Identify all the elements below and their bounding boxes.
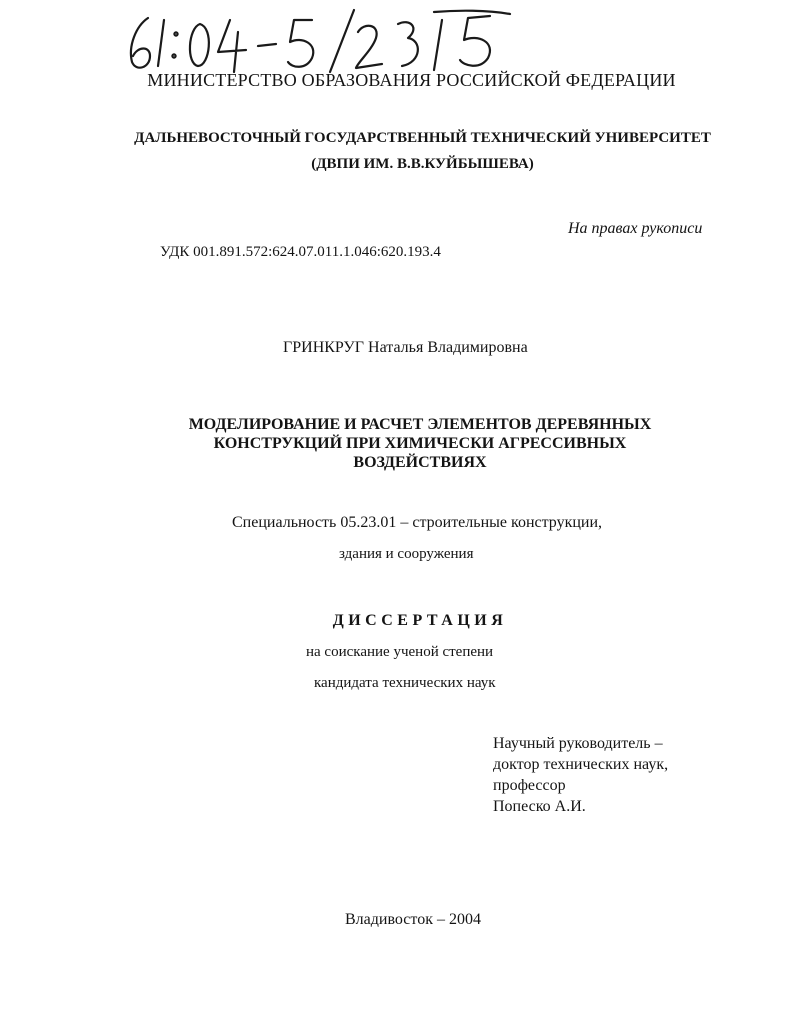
dissertation-heading: ДИССЕРТАЦИЯ — [332, 612, 508, 629]
university-name: ДАЛЬНЕВОСТОЧНЫЙ ГОСУДАРСТВЕННЫЙ ТЕХНИЧЕСКИЙ УНИВЕРСИТЕТ — [134, 130, 711, 146]
title-line: МОДЕЛИРОВАНИЕ И РАСЧЕТ ЭЛЕМЕНТОВ ДЕРЕВЯННЫХ — [188, 416, 652, 433]
title-line: ВОЗДЕЙСТВИЯХ — [353, 454, 487, 471]
degree-line-2: кандидата технических наук — [314, 675, 496, 691]
specialty-line-2: здания и сооружения — [339, 546, 474, 562]
supervisor-line: профессор — [493, 777, 566, 794]
university-short-name: (ДВПИ ИМ. В.В.КУЙБЫШЕВА) — [311, 156, 534, 172]
supervisor-line: Научный руководитель – — [493, 735, 663, 752]
author-name: ГРИНКРУГ Наталья Владимировна — [283, 339, 528, 356]
title-line: КОНСТРУКЦИЙ ПРИ ХИМИЧЕСКИ АГРЕССИВНЫХ — [213, 435, 627, 452]
dissertation-title — [100, 415, 740, 472]
ministry-header: МИНИСТЕРСТВО ОБРАЗОВАНИЯ РОССИЙСКОЙ ФЕДЕРАЦИИ — [147, 70, 676, 90]
specialty-line-1: Специальность 05.23.01 – строительные конструкции, — [232, 514, 603, 531]
supervisor-line: доктор технических наук, — [493, 756, 669, 773]
handwritten-archive-code — [118, 6, 518, 76]
supervisor-block — [493, 733, 668, 817]
handwritten-code-drawing — [118, 6, 518, 76]
supervisor-line: Попеско А.И. — [493, 798, 586, 815]
manuscript-rights-note: На правах рукописи — [568, 220, 703, 237]
udk-code: УДК 001.891.572:624.07.011.1.046:620.193.4 — [160, 244, 441, 260]
city-year: Владивосток – 2004 — [345, 911, 481, 928]
degree-line-1: на соискание ученой степени — [306, 644, 494, 660]
